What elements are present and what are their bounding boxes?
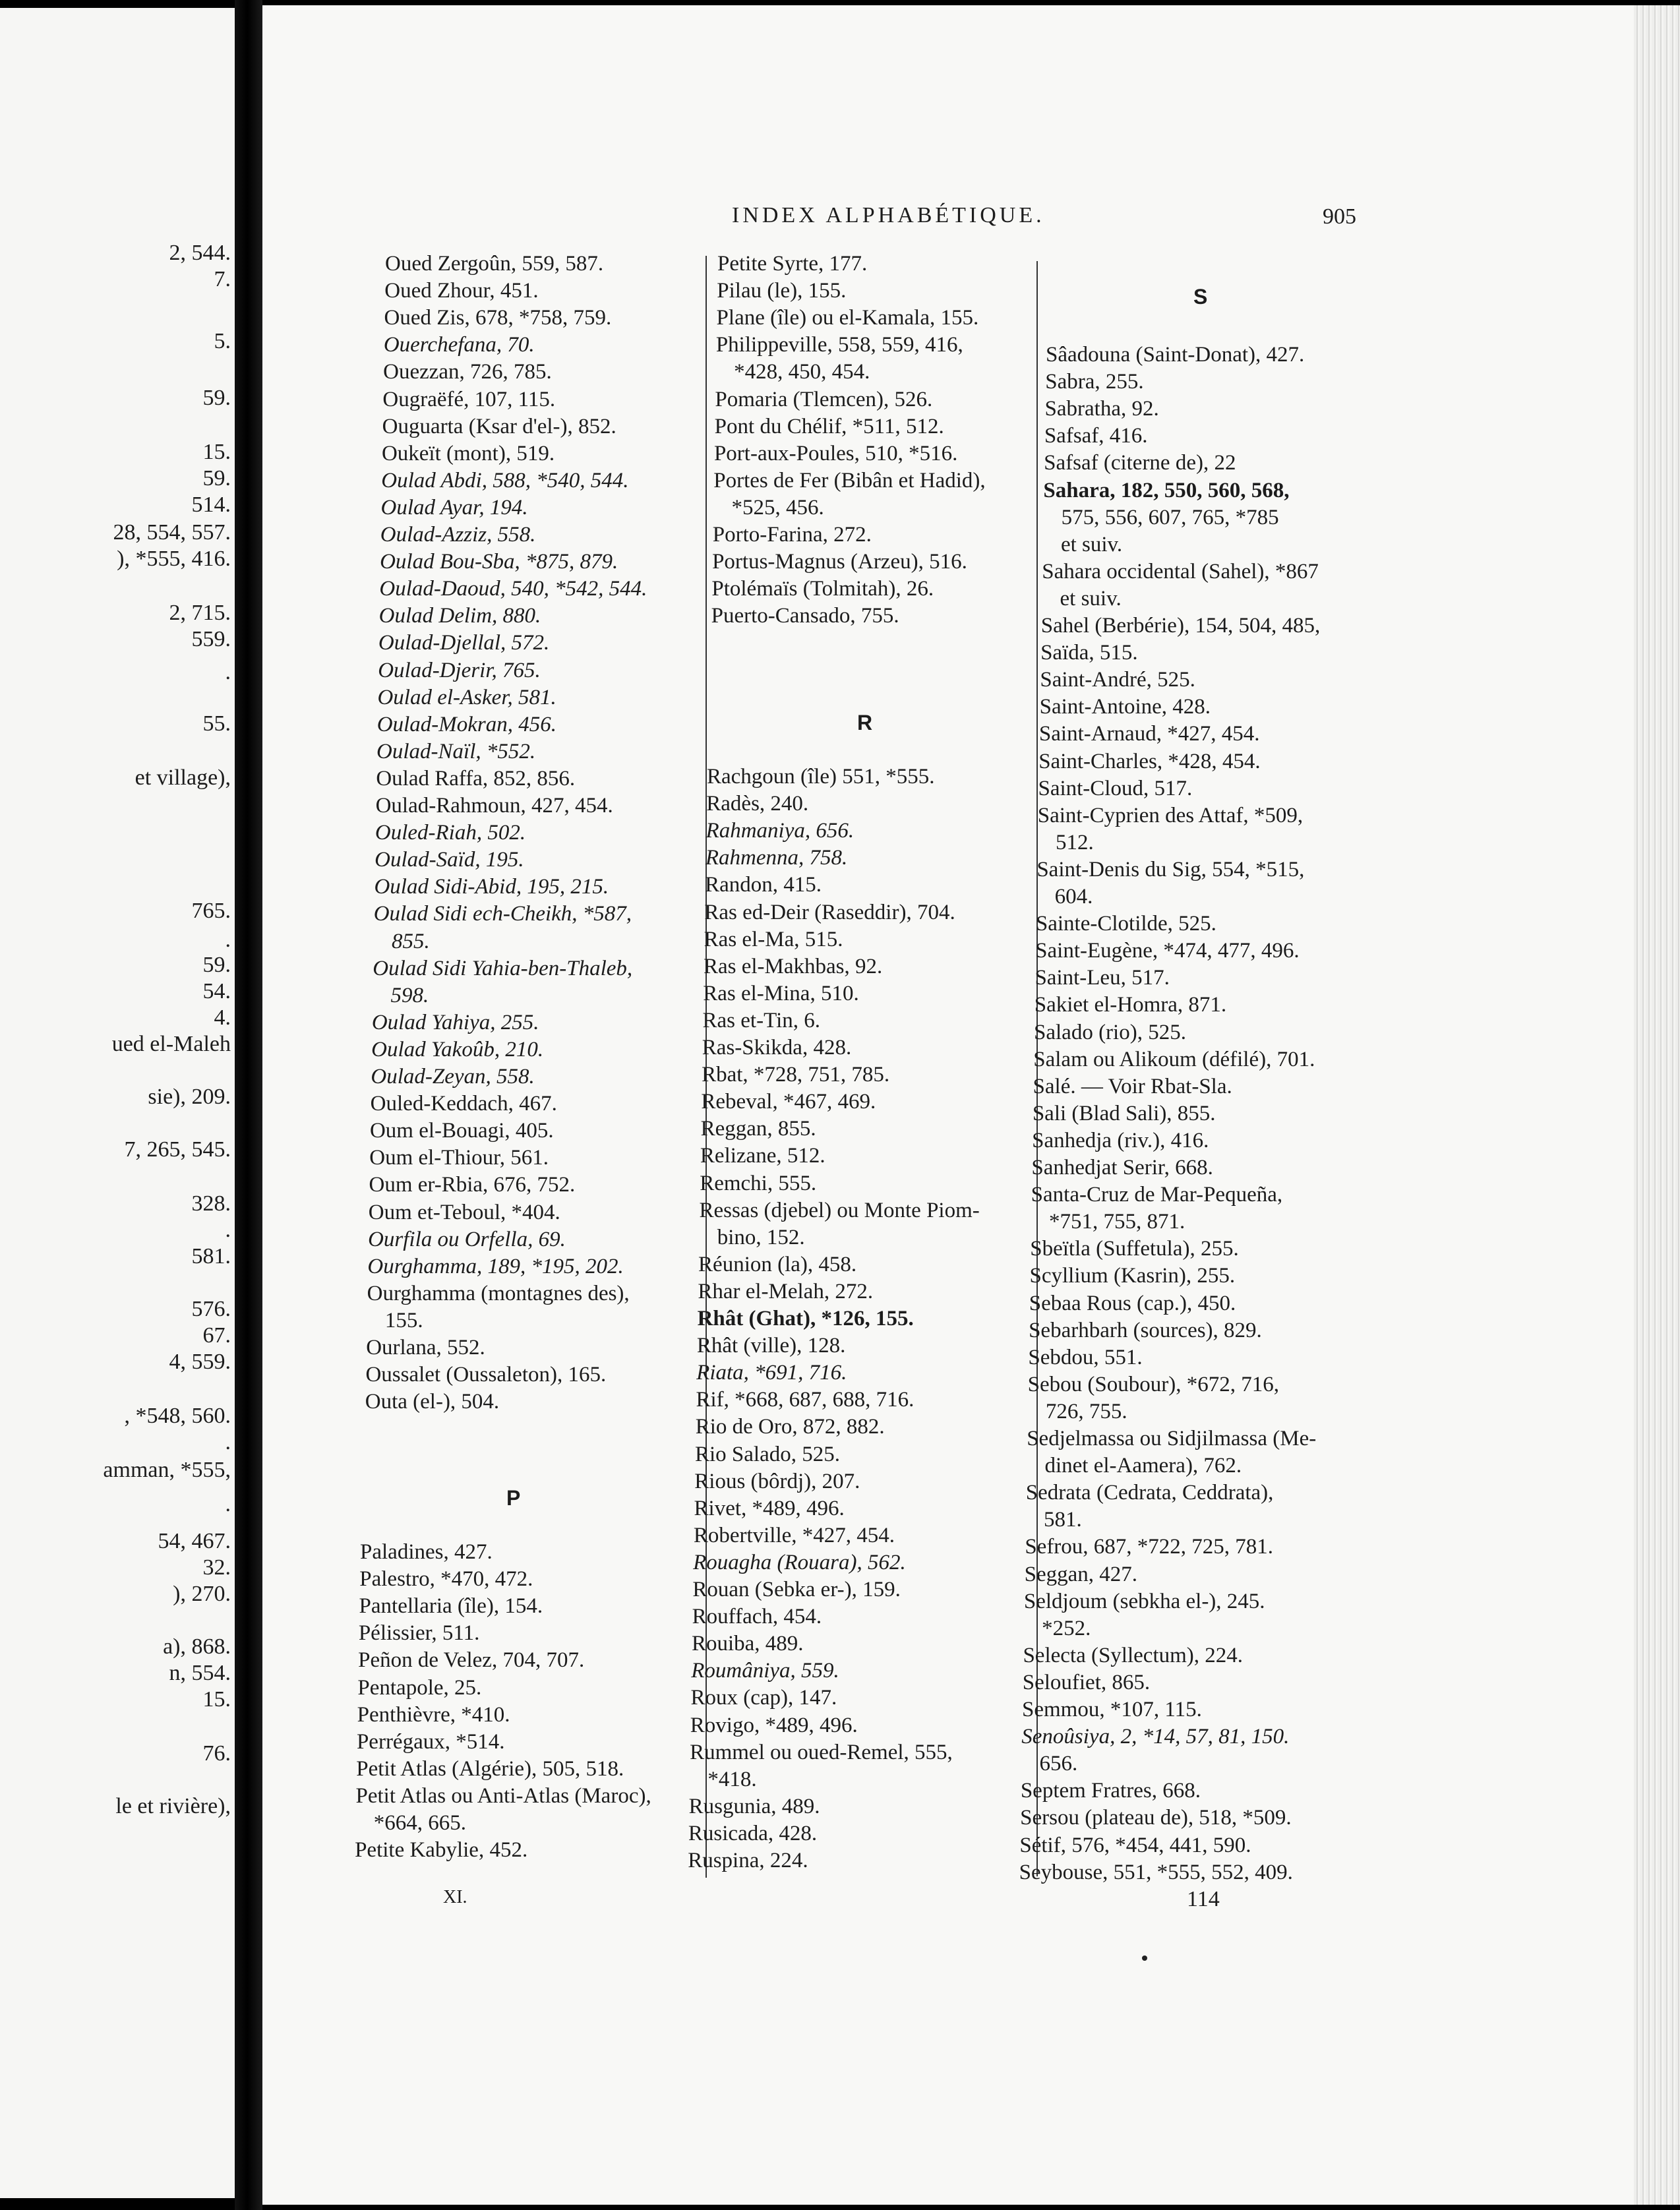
left-page-fragment: 2, 715. [169, 601, 231, 625]
index-entry: 155. [384, 1308, 423, 1332]
index-entry: Rouagha (Rouara), 562. [693, 1550, 906, 1574]
index-entry: Sefrou, 687, *722, 725, 781. [1025, 1535, 1274, 1559]
index-entry: Saint-Arnaud, *427, 454. [1038, 722, 1260, 746]
index-entry: Pont du Chélif, *511, 512. [714, 414, 944, 438]
index-entry: Sabratha, 92. [1044, 397, 1159, 421]
index-entry: Portus-Magnus (Arzeu), 516. [712, 550, 967, 574]
index-entry: Reggan, 855. [700, 1117, 816, 1141]
left-page-fragment: ), *555, 416. [117, 547, 231, 571]
index-entry: Rif, *668, 687, 688, 716. [696, 1388, 915, 1412]
left-page-fragment: 55. [202, 711, 231, 736]
index-entry: Ras ed-Deir (Raseddir), 704. [704, 900, 955, 924]
index-entry: 726, 755. [1045, 1399, 1127, 1423]
left-page-fragment: 59. [202, 953, 231, 977]
index-entry: Sebou (Soubour), *672, 716, [1027, 1372, 1279, 1396]
index-entry: Safsaf, 416. [1044, 424, 1148, 448]
index-entry: Petit Atlas ou Anti-Atlas (Maroc), [355, 1783, 651, 1808]
index-entry: Ouezzan, 726, 785. [383, 360, 552, 384]
ink-dot [1142, 1956, 1147, 1961]
index-entry: Ourghamma, 189, *195, 202. [367, 1254, 624, 1278]
index-entry: Sebarhbarh (sources), 829. [1029, 1318, 1262, 1342]
index-entry: Sabra, 255. [1045, 370, 1144, 394]
index-entry: Oum et-Teboul, *404. [368, 1200, 560, 1224]
index-entry: 598. [390, 983, 429, 1007]
index-entry: Ourlana, 552. [366, 1336, 485, 1359]
left-page-fragment: a), 868. [163, 1634, 231, 1659]
left-page-fragment: 54. [202, 979, 231, 1003]
page-number: 905 [1323, 204, 1356, 229]
index-entry: Saint-Leu, 517. [1035, 966, 1170, 990]
index-entry: Ruspina, 224. [688, 1849, 808, 1872]
index-entry: Rovigo, *489, 496. [690, 1713, 858, 1737]
index-entry: *252. [1042, 1616, 1091, 1640]
left-page-fragment: 59. [202, 466, 231, 491]
index-entry: Saint-Cyprien des Attaf, *509, [1037, 803, 1304, 827]
index-entry: Philippeville, 558, 559, 416, [715, 333, 963, 357]
index-entry: Pélissier, 511. [358, 1621, 480, 1646]
index-entry: Sali (Blad Sali), 855. [1032, 1101, 1216, 1125]
index-entry: Ougraëfé, 107, 115. [382, 387, 556, 411]
index-entry: Sahel (Berbérie), 154, 504, 485, [1040, 614, 1321, 638]
index-entry: Oulad-Mokran, 456. [376, 712, 556, 736]
index-entry: Oussalet (Oussaleton), 165. [365, 1363, 607, 1387]
index-entry: Oum el-Thiour, 561. [369, 1146, 549, 1170]
index-entry: Relizane, 512. [700, 1144, 825, 1168]
index-entry: Rouiba, 489. [691, 1632, 804, 1656]
index-entry: Seybouse, 551, *555, 552, 409. [1019, 1860, 1293, 1884]
index-entry: Ras-Skikda, 428. [702, 1036, 852, 1060]
index-entry: Septem Fratres, 668. [1020, 1779, 1201, 1803]
index-entry: Salam ou Alikoum (défilé), 701. [1033, 1047, 1315, 1071]
index-entry: Sanhedja (riv.), 416. [1032, 1128, 1209, 1152]
page-edges [1634, 5, 1680, 2205]
left-page-fragment: 7. [214, 267, 231, 291]
index-entry: Remchi, 555. [700, 1171, 817, 1195]
index-entry: *664, 665. [373, 1811, 467, 1835]
left-page [0, 8, 235, 2198]
index-entry: Ras el-Mina, 510. [703, 981, 859, 1005]
index-entry: *418. [707, 1767, 757, 1791]
index-entry: Rbat, *728, 751, 785. [702, 1063, 890, 1087]
left-page-fragment: 15. [202, 440, 231, 464]
left-page-fragment: 54, 467. [158, 1529, 231, 1553]
index-entry: Oulad Yahiya, 255. [371, 1010, 539, 1034]
left-page-fragment: 328. [191, 1191, 231, 1216]
index-entry: Scyllium (Kasrin), 255. [1029, 1264, 1236, 1288]
running-header: INDEX ALPHABÉTIQUE. [732, 203, 1045, 227]
index-entry: Rusicada, 428. [688, 1821, 818, 1845]
index-entry: Pomaria (Tlemcen), 526. [715, 387, 933, 411]
index-entry: 581. [1044, 1508, 1082, 1532]
left-page-fragment: 559. [191, 627, 231, 651]
index-entry: Sersou (plateau de), 518, *509. [1020, 1806, 1292, 1830]
section-letter-r: R [857, 711, 873, 734]
left-page-fragment: n, 554. [169, 1661, 231, 1685]
index-entry: Ourfila ou Orfella, 69. [368, 1227, 566, 1251]
index-entry: Petit Atlas (Algérie), 505, 518. [356, 1756, 624, 1781]
left-page-fragment: 576. [191, 1297, 231, 1321]
index-entry: Portes de Fer (Bibân et Hadid), [713, 468, 986, 493]
index-entry: Rouffach, 454. [692, 1605, 822, 1629]
index-entry: Santa-Cruz de Mar-Pequeña, [1031, 1183, 1283, 1207]
left-page-fragment: 59. [202, 386, 231, 410]
index-entry: 512. [1056, 830, 1094, 854]
index-entry: Rhar el-Melah, 272. [698, 1279, 874, 1303]
index-entry: Oulad-Azziz, 558. [380, 523, 536, 547]
index-entry: Oulad Sidi-Abid, 195, 215. [374, 875, 609, 899]
index-entry: et suiv. [1060, 532, 1123, 556]
left-page-fragment: 4. [214, 1005, 231, 1030]
index-entry: Randon, 415. [705, 873, 822, 897]
index-entry: Sakiet el-Homra, 871. [1034, 993, 1227, 1017]
index-entry: Oulad Delim, 880. [378, 604, 541, 628]
left-page-fragment: ued el-Maleh [111, 1032, 231, 1056]
index-entry: Sanhedjat Serir, 668. [1031, 1156, 1213, 1180]
index-entry: Pantellaria (île), 154. [359, 1594, 543, 1619]
left-page-fragment: 32. [202, 1555, 231, 1580]
index-entry: Ouguarta (Ksar d'el-), 852. [382, 414, 616, 438]
index-entry: Sâadouna (Saint-Donat), 427. [1046, 343, 1305, 367]
signature-mark: XI. [443, 1887, 467, 1907]
index-entry: Oued Zergoûn, 559, 587. [385, 252, 604, 276]
left-page-fragment: . [225, 660, 231, 684]
index-entry: Oulad-Djellal, 572. [378, 631, 550, 655]
index-entry: Ouled-Riah, 502. [375, 821, 526, 845]
left-page-fragment: . [225, 928, 231, 952]
left-page-fragment: 2, 544. [169, 241, 231, 265]
left-page-fragment: 28, 554, 557. [113, 520, 231, 545]
index-entry: Outa (el-), 504. [365, 1390, 500, 1414]
index-entry: *428, 450, 454. [734, 360, 870, 384]
index-entry: Sebaa Rous (cap.), 450. [1029, 1291, 1236, 1315]
gutter-shadow [235, 0, 262, 2210]
index-entry: Rio de Oro, 872, 882. [695, 1415, 885, 1439]
index-entry: Sedjelmassa ou Sidjilmassa (Me- [1027, 1427, 1317, 1450]
index-entry: Oulad Sidi Yahia-ben-Thaleb, [373, 956, 633, 980]
index-entry: Porto-Farina, 272. [712, 523, 872, 547]
index-entry: Sétif, 576, *454, 441, 590. [1019, 1833, 1251, 1857]
left-page-fragment: amman, *555, [103, 1458, 231, 1482]
index-entry: Rachgoun (île) 551, *555. [707, 765, 935, 789]
index-entry: Sbeïtla (Suffetula), 255. [1030, 1237, 1239, 1261]
index-entry: Senoûsiya, 2, *14, 57, 81, 150. [1021, 1725, 1290, 1749]
index-entry: Oukeït (mont), 519. [381, 441, 555, 465]
left-page-fragment: ), 270. [173, 1582, 231, 1606]
index-entry: Oulad-Daoud, 540, *542, 544. [379, 577, 647, 601]
index-entry: Rivet, *489, 496. [694, 1496, 845, 1520]
index-entry: Plane (île) ou el-Kamala, 155. [716, 306, 979, 330]
index-entry: Oulad el-Asker, 581. [377, 685, 556, 709]
left-page-fragment: 4, 559. [169, 1350, 231, 1374]
index-entry: Oulad-Rahmoun, 427, 454. [375, 794, 613, 818]
index-entry: Rio Salado, 525. [695, 1442, 840, 1466]
index-entry: Oulad Ayar, 194. [380, 495, 528, 520]
index-entry: Saint-Antoine, 428. [1039, 695, 1211, 719]
left-page-fragment: 514. [191, 493, 231, 517]
index-entry: Seggan, 427. [1024, 1562, 1137, 1586]
index-entry: dinet el-Aamera), 762. [1044, 1454, 1242, 1478]
index-entry: Ptolémaïs (Tolmitah), 26. [711, 577, 934, 601]
index-entry: Pentapole, 25. [357, 1675, 482, 1700]
index-entry: Rhât (Ghat), *126, 155. [697, 1307, 914, 1330]
index-entry: Penthièvre, *410. [357, 1702, 510, 1727]
index-entry: Oued Zhour, 451. [384, 279, 539, 303]
index-entry: Salé. — Voir Rbat-Sla. [1033, 1074, 1232, 1098]
index-entry: Saint-Charles, *428, 454. [1038, 749, 1261, 773]
section-letter-s: S [1193, 285, 1208, 309]
index-entry: Oulad Abdi, 588, *540, 544. [381, 468, 629, 493]
index-entry: Saint-Cloud, 517. [1038, 776, 1193, 800]
index-entry: Oulad-Naïl, *552. [376, 739, 536, 763]
index-entry: Sainte-Clotilde, 525. [1035, 912, 1216, 936]
index-entry: Petite Kabylie, 452. [355, 1838, 528, 1863]
index-entry: Saint-André, 525. [1040, 668, 1195, 692]
left-page-fragment: le et rivière), [115, 1794, 231, 1818]
index-entry: 855. [392, 929, 430, 953]
index-entry: Sahara, 182, 550, 560, 568, [1043, 478, 1290, 502]
index-entry: Ras et-Tin, 6. [702, 1008, 820, 1032]
index-entry: Rummel ou oued-Remel, 555, [690, 1740, 953, 1764]
index-entry: Sedrata (Cedrata, Ceddrata), [1025, 1481, 1274, 1505]
index-entry: Oulad Yakoûb, 210. [371, 1037, 544, 1061]
index-entry: Saint-Denis du Sig, 554, *515, [1036, 857, 1305, 881]
index-entry: Perrégaux, *514. [356, 1729, 505, 1754]
index-entry: Oulad Raffa, 852, 856. [376, 766, 576, 791]
index-entry: Seloufiet, 865. [1022, 1670, 1151, 1694]
index-entry: Rhât (ville), 128. [696, 1334, 846, 1358]
index-entry: *525, 456. [731, 495, 824, 520]
index-entry: *751, 755, 871. [1048, 1210, 1185, 1234]
index-entry: Rahmaniya, 656. [705, 819, 855, 843]
index-entry: Oulad-Saïd, 195. [375, 848, 524, 872]
index-entry: Ouled-Keddach, 467. [370, 1092, 557, 1116]
index-entry: Ras el-Ma, 515. [704, 927, 843, 951]
index-entry: Seldjoum (sebkha el-), 245. [1023, 1589, 1265, 1613]
index-entry: Paladines, 427. [360, 1540, 493, 1564]
index-entry: Oued Zis, 678, *758, 759. [384, 306, 612, 330]
index-entry: Ras el-Makhbas, 92. [703, 954, 883, 978]
left-page-fragment: . [225, 1218, 231, 1242]
index-entry: Robertville, *427, 454. [693, 1523, 895, 1547]
left-page-fragment: 76. [202, 1741, 231, 1766]
index-entry: Rious (bôrdj), 207. [694, 1469, 860, 1493]
left-page-fragment: 15. [202, 1687, 231, 1712]
left-page-fragment: . [225, 1430, 231, 1454]
left-page-fragment: 581. [191, 1244, 231, 1269]
index-entry: Palestro, *470, 472. [359, 1567, 533, 1592]
index-entry: Radès, 240. [706, 792, 809, 816]
index-entry: Oulad Sidi ech-Cheikh, *587, [373, 902, 632, 926]
index-entry: 604. [1054, 885, 1093, 909]
index-entry: Peñon de Velez, 704, 707. [358, 1648, 585, 1673]
index-entry: Oum er-Rbia, 676, 752. [369, 1173, 576, 1197]
index-entry: Salado (rio), 525. [1034, 1020, 1186, 1044]
index-entry: Pilau (le), 155. [717, 279, 847, 303]
index-entry: Saint-Eugène, *474, 477, 496. [1035, 939, 1300, 963]
left-page-fragment: 765. [191, 899, 231, 923]
index-entry: Puerto-Cansado, 755. [711, 604, 899, 628]
index-entry: Rusgunia, 489. [688, 1794, 820, 1818]
index-entry: Semmou, *107, 115. [1022, 1698, 1202, 1721]
section-letter-p: P [506, 1486, 521, 1510]
left-page-fragment: . [225, 1492, 231, 1516]
left-page-fragment: , *548, 560. [124, 1404, 231, 1428]
index-entry: Roumâniya, 559. [691, 1659, 839, 1683]
index-entry: Ouerchefana, 70. [383, 333, 535, 357]
index-entry: Riata, *691, 716. [696, 1361, 847, 1385]
index-entry: Roux (cap), 147. [690, 1686, 837, 1710]
index-entry: Rouan (Sebka er-), 159. [692, 1578, 901, 1601]
index-entry: Rahmenna, 758. [705, 846, 848, 870]
index-entry: Réunion (la), 458. [698, 1252, 857, 1276]
index-entry: Oulad Bou-Sba, *875, 879. [380, 550, 618, 574]
index-entry: Safsaf (citerne de), 22 [1044, 451, 1236, 475]
index-entry: Oulad-Zeyan, 558. [371, 1065, 535, 1089]
index-entry: Saïda, 515. [1040, 641, 1138, 665]
left-page-fragment: sie), 209. [148, 1085, 231, 1109]
left-page-fragment: et village), [135, 765, 231, 790]
index-entry: bino, 152. [717, 1225, 805, 1249]
index-entry: Sahara occidental (Sahel), *867 [1042, 559, 1319, 583]
left-page-fragment: 5. [214, 329, 231, 353]
index-entry: Rebeval, *467, 469. [701, 1090, 876, 1114]
index-entry: Selecta (Syllectum), 224. [1023, 1643, 1244, 1667]
index-entry: Sebdou, 551. [1028, 1345, 1143, 1369]
index-entry: Petite Syrte, 177. [717, 252, 868, 276]
index-entry: Ourghamma (montagnes des), [367, 1281, 630, 1305]
index-entry: Oulad-Djerir, 765. [378, 658, 541, 682]
index-entry: 656. [1039, 1752, 1078, 1776]
index-entry: Port-aux-Poules, 510, *516. [713, 441, 958, 465]
index-entry: et suiv. [1060, 586, 1122, 611]
left-page-fragment: 67. [202, 1323, 231, 1348]
index-entry: Oum el-Bouagi, 405. [369, 1119, 554, 1143]
index-entry: Ressas (djebel) ou Monte Piom- [699, 1198, 980, 1222]
left-page-fragment: 7, 265, 545. [124, 1137, 231, 1162]
index-entry: 575, 556, 607, 765, *785 [1061, 505, 1279, 529]
sheet-number: 114 [1187, 1887, 1220, 1911]
